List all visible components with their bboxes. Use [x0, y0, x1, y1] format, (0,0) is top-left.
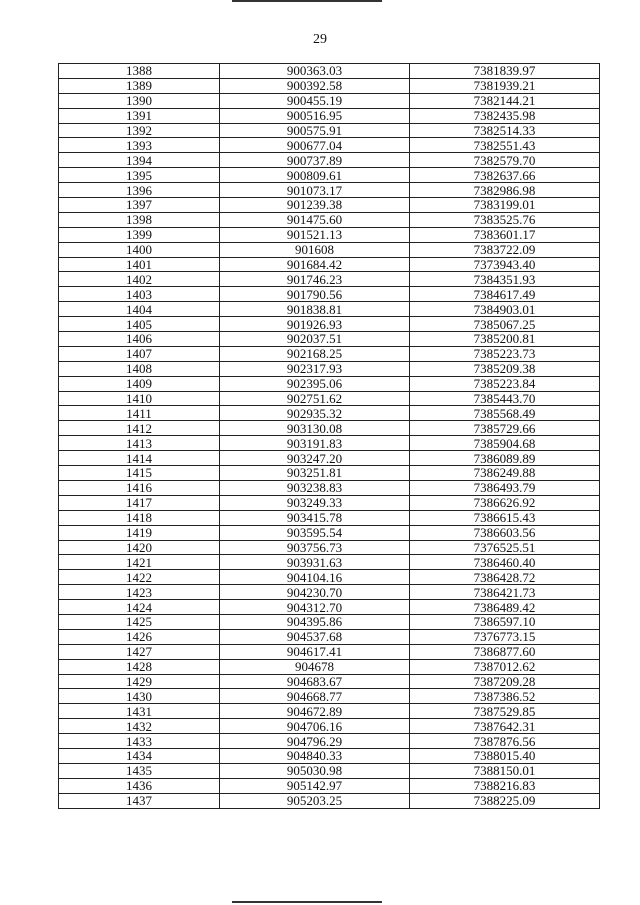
table-row — [59, 719, 600, 734]
table-row — [59, 406, 600, 421]
table-row — [59, 421, 600, 436]
y-coordinate-cell: 7383525.76 — [410, 212, 600, 227]
scan-edge-bottom-rule — [232, 901, 382, 903]
y-coordinate-cell: 7388225.09 — [410, 793, 600, 808]
table-row — [59, 659, 600, 674]
y-coordinate-cell: 7387209.28 — [410, 674, 600, 689]
table-row — [59, 644, 600, 659]
x-coordinate-cell: 903249.33 — [220, 495, 410, 510]
y-coordinate-cell: 7385568.49 — [410, 406, 600, 421]
x-coordinate-cell: 903238.83 — [220, 480, 410, 495]
point-number-cell: 1393 — [59, 138, 220, 153]
point-number-cell: 1425 — [59, 614, 220, 629]
y-coordinate-cell: 7385904.68 — [410, 436, 600, 451]
point-number-cell: 1428 — [59, 659, 220, 674]
y-coordinate-cell: 7386493.79 — [410, 480, 600, 495]
point-number-cell: 1401 — [59, 257, 220, 272]
point-number-cell: 1420 — [59, 540, 220, 555]
point-number-cell: 1409 — [59, 376, 220, 391]
point-number-cell: 1414 — [59, 451, 220, 466]
point-number-cell: 1417 — [59, 495, 220, 510]
point-number-cell: 1415 — [59, 466, 220, 481]
x-coordinate-cell: 904104.16 — [220, 570, 410, 585]
x-coordinate-cell: 901684.42 — [220, 257, 410, 272]
point-number-cell: 1400 — [59, 242, 220, 257]
y-coordinate-cell: 7385200.81 — [410, 332, 600, 347]
table-row — [59, 123, 600, 138]
point-number-cell: 1403 — [59, 287, 220, 302]
point-number-cell: 1437 — [59, 793, 220, 808]
y-coordinate-cell: 7381939.21 — [410, 78, 600, 93]
x-coordinate-cell: 904678 — [220, 659, 410, 674]
table-row — [59, 570, 600, 585]
table-row — [59, 495, 600, 510]
y-coordinate-cell: 7386428.72 — [410, 570, 600, 585]
y-coordinate-cell: 7382579.70 — [410, 153, 600, 168]
x-coordinate-cell: 900392.58 — [220, 78, 410, 93]
x-coordinate-cell: 904706.16 — [220, 719, 410, 734]
point-number-cell: 1433 — [59, 734, 220, 749]
y-coordinate-cell: 7385223.84 — [410, 376, 600, 391]
point-number-cell: 1389 — [59, 78, 220, 93]
y-coordinate-cell: 7386615.43 — [410, 510, 600, 525]
x-coordinate-cell: 904796.29 — [220, 734, 410, 749]
table-row — [59, 346, 600, 361]
x-coordinate-cell: 901838.81 — [220, 302, 410, 317]
table-row — [59, 302, 600, 317]
x-coordinate-cell: 901073.17 — [220, 183, 410, 198]
y-coordinate-cell: 7388150.01 — [410, 763, 600, 778]
table-row — [59, 734, 600, 749]
point-number-cell: 1391 — [59, 108, 220, 123]
table-row — [59, 510, 600, 525]
y-coordinate-cell: 7376773.15 — [410, 629, 600, 644]
x-coordinate-cell: 902317.93 — [220, 361, 410, 376]
point-number-cell: 1423 — [59, 585, 220, 600]
y-coordinate-cell: 7384617.49 — [410, 287, 600, 302]
point-number-cell: 1394 — [59, 153, 220, 168]
y-coordinate-cell: 7385729.66 — [410, 421, 600, 436]
point-number-cell: 1392 — [59, 123, 220, 138]
y-coordinate-cell: 7387529.85 — [410, 704, 600, 719]
x-coordinate-cell: 903251.81 — [220, 466, 410, 481]
x-coordinate-cell: 903130.08 — [220, 421, 410, 436]
point-number-cell: 1432 — [59, 719, 220, 734]
y-coordinate-cell: 7386597.10 — [410, 614, 600, 629]
table-row — [59, 704, 600, 719]
y-coordinate-cell: 7383722.09 — [410, 242, 600, 257]
table-row — [59, 332, 600, 347]
y-coordinate-cell: 7385067.25 — [410, 317, 600, 332]
x-coordinate-cell: 905030.98 — [220, 763, 410, 778]
x-coordinate-cell: 903191.83 — [220, 436, 410, 451]
point-number-cell: 1396 — [59, 183, 220, 198]
table-row — [59, 272, 600, 287]
table-row — [59, 78, 600, 93]
y-coordinate-cell: 7385209.38 — [410, 361, 600, 376]
y-coordinate-cell: 7384351.93 — [410, 272, 600, 287]
table-row — [59, 153, 600, 168]
y-coordinate-cell: 7387386.52 — [410, 689, 600, 704]
y-coordinate-cell: 7373943.40 — [410, 257, 600, 272]
y-coordinate-cell: 7382986.98 — [410, 183, 600, 198]
x-coordinate-cell: 901475.60 — [220, 212, 410, 227]
table-row — [59, 778, 600, 793]
table-row — [59, 689, 600, 704]
point-number-cell: 1418 — [59, 510, 220, 525]
point-number-cell: 1411 — [59, 406, 220, 421]
x-coordinate-cell: 903415.78 — [220, 510, 410, 525]
x-coordinate-cell: 902751.62 — [220, 391, 410, 406]
x-coordinate-cell: 904395.86 — [220, 614, 410, 629]
point-number-cell: 1416 — [59, 480, 220, 495]
y-coordinate-cell: 7383601.17 — [410, 227, 600, 242]
x-coordinate-cell: 903595.54 — [220, 525, 410, 540]
table-row — [59, 287, 600, 302]
x-coordinate-cell: 904668.77 — [220, 689, 410, 704]
y-coordinate-cell: 7381839.97 — [410, 64, 600, 79]
scan-edge-top-rule — [232, 0, 382, 2]
y-coordinate-cell: 7386626.92 — [410, 495, 600, 510]
point-number-cell: 1424 — [59, 600, 220, 615]
x-coordinate-cell: 904683.67 — [220, 674, 410, 689]
point-number-cell: 1395 — [59, 168, 220, 183]
x-coordinate-cell: 900455.19 — [220, 93, 410, 108]
table-row — [59, 436, 600, 451]
point-number-cell: 1421 — [59, 555, 220, 570]
x-coordinate-cell: 903931.63 — [220, 555, 410, 570]
x-coordinate-cell: 902037.51 — [220, 332, 410, 347]
point-number-cell: 1431 — [59, 704, 220, 719]
x-coordinate-cell: 901608 — [220, 242, 410, 257]
y-coordinate-cell: 7386877.60 — [410, 644, 600, 659]
table-row — [59, 198, 600, 213]
y-coordinate-cell: 7382514.33 — [410, 123, 600, 138]
y-coordinate-cell: 7383199.01 — [410, 198, 600, 213]
y-coordinate-cell: 7382637.66 — [410, 168, 600, 183]
y-coordinate-cell: 7387012.62 — [410, 659, 600, 674]
x-coordinate-cell: 900677.04 — [220, 138, 410, 153]
x-coordinate-cell: 901746.23 — [220, 272, 410, 287]
table-row — [59, 600, 600, 615]
y-coordinate-cell: 7386089.89 — [410, 451, 600, 466]
table-row — [59, 108, 600, 123]
table-row — [59, 748, 600, 763]
x-coordinate-cell: 900809.61 — [220, 168, 410, 183]
y-coordinate-cell: 7388015.40 — [410, 748, 600, 763]
x-coordinate-cell: 901239.38 — [220, 198, 410, 213]
table-row — [59, 376, 600, 391]
x-coordinate-cell: 904672.89 — [220, 704, 410, 719]
x-coordinate-cell: 904230.70 — [220, 585, 410, 600]
x-coordinate-cell: 902935.32 — [220, 406, 410, 421]
x-coordinate-cell: 905203.25 — [220, 793, 410, 808]
x-coordinate-cell: 904537.68 — [220, 629, 410, 644]
table-row — [59, 555, 600, 570]
table-row — [59, 525, 600, 540]
point-number-cell: 1402 — [59, 272, 220, 287]
x-coordinate-cell: 900363.03 — [220, 64, 410, 79]
table-row — [59, 480, 600, 495]
y-coordinate-cell: 7387642.31 — [410, 719, 600, 734]
x-coordinate-cell: 902395.06 — [220, 376, 410, 391]
table-row — [59, 793, 600, 808]
coordinate-table-body — [59, 64, 600, 809]
table-row — [59, 540, 600, 555]
x-coordinate-cell: 901790.56 — [220, 287, 410, 302]
x-coordinate-cell: 900737.89 — [220, 153, 410, 168]
y-coordinate-cell: 7386489.42 — [410, 600, 600, 615]
table-row — [59, 629, 600, 644]
point-number-cell: 1419 — [59, 525, 220, 540]
table-row — [59, 674, 600, 689]
table-row — [59, 317, 600, 332]
y-coordinate-cell: 7386249.88 — [410, 466, 600, 481]
point-number-cell: 1390 — [59, 93, 220, 108]
table-row — [59, 391, 600, 406]
x-coordinate-cell: 905142.97 — [220, 778, 410, 793]
y-coordinate-cell: 7385443.70 — [410, 391, 600, 406]
table-row — [59, 763, 600, 778]
table-row — [59, 183, 600, 198]
x-coordinate-cell: 903247.20 — [220, 451, 410, 466]
point-number-cell: 1399 — [59, 227, 220, 242]
table-row — [59, 361, 600, 376]
point-number-cell: 1412 — [59, 421, 220, 436]
y-coordinate-cell: 7382551.43 — [410, 138, 600, 153]
table-row — [59, 212, 600, 227]
point-number-cell: 1404 — [59, 302, 220, 317]
x-coordinate-cell: 901521.13 — [220, 227, 410, 242]
point-number-cell: 1434 — [59, 748, 220, 763]
table-row — [59, 138, 600, 153]
point-number-cell: 1408 — [59, 361, 220, 376]
table-row — [59, 466, 600, 481]
coordinate-table — [58, 63, 600, 809]
point-number-cell: 1397 — [59, 198, 220, 213]
table-row — [59, 64, 600, 79]
y-coordinate-cell: 7382435.98 — [410, 108, 600, 123]
point-number-cell: 1413 — [59, 436, 220, 451]
point-number-cell: 1429 — [59, 674, 220, 689]
table-row — [59, 227, 600, 242]
table-row — [59, 168, 600, 183]
y-coordinate-cell: 7386603.56 — [410, 525, 600, 540]
y-coordinate-cell: 7382144.21 — [410, 93, 600, 108]
point-number-cell: 1406 — [59, 332, 220, 347]
x-coordinate-cell: 901926.93 — [220, 317, 410, 332]
table-row — [59, 257, 600, 272]
table-row — [59, 585, 600, 600]
point-number-cell: 1405 — [59, 317, 220, 332]
point-number-cell: 1407 — [59, 346, 220, 361]
y-coordinate-cell: 7385223.73 — [410, 346, 600, 361]
table-row — [59, 451, 600, 466]
y-coordinate-cell: 7384903.01 — [410, 302, 600, 317]
x-coordinate-cell: 900516.95 — [220, 108, 410, 123]
x-coordinate-cell: 903756.73 — [220, 540, 410, 555]
page-number: 29 — [313, 32, 327, 47]
table-row — [59, 614, 600, 629]
y-coordinate-cell: 7386421.73 — [410, 585, 600, 600]
y-coordinate-cell: 7376525.51 — [410, 540, 600, 555]
x-coordinate-cell: 904312.70 — [220, 600, 410, 615]
point-number-cell: 1398 — [59, 212, 220, 227]
x-coordinate-cell: 902168.25 — [220, 346, 410, 361]
x-coordinate-cell: 900575.91 — [220, 123, 410, 138]
point-number-cell: 1436 — [59, 778, 220, 793]
point-number-cell: 1435 — [59, 763, 220, 778]
point-number-cell: 1410 — [59, 391, 220, 406]
table-row — [59, 242, 600, 257]
y-coordinate-cell: 7388216.83 — [410, 778, 600, 793]
x-coordinate-cell: 904617.41 — [220, 644, 410, 659]
table-row — [59, 93, 600, 108]
y-coordinate-cell: 7387876.56 — [410, 734, 600, 749]
x-coordinate-cell: 904840.33 — [220, 748, 410, 763]
point-number-cell: 1430 — [59, 689, 220, 704]
y-coordinate-cell: 7386460.40 — [410, 555, 600, 570]
point-number-cell: 1388 — [59, 64, 220, 79]
point-number-cell: 1427 — [59, 644, 220, 659]
point-number-cell: 1422 — [59, 570, 220, 585]
point-number-cell: 1426 — [59, 629, 220, 644]
